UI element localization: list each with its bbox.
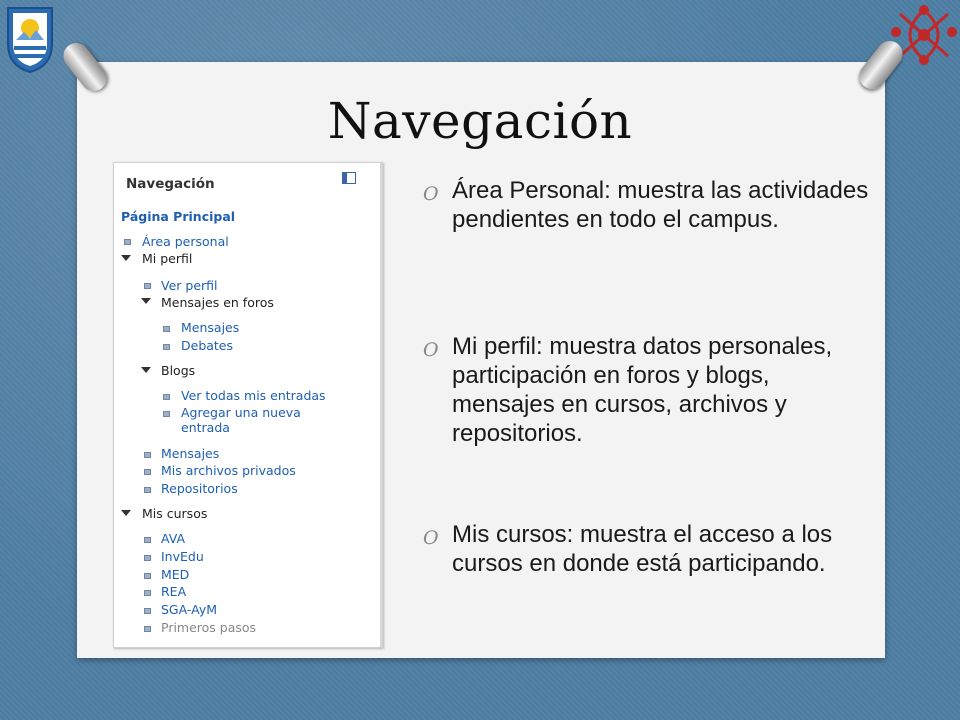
bullet-icon xyxy=(144,452,151,458)
expand-triangle-icon[interactable] xyxy=(121,255,131,261)
nav-item-ver-perfil[interactable]: Ver perfil xyxy=(161,278,218,293)
bullet-marker: O xyxy=(423,339,439,361)
nav-item-agregar-entrada-cont[interactable]: entrada xyxy=(181,420,230,435)
bullet-icon xyxy=(144,626,151,632)
university-shield-logo xyxy=(4,4,56,74)
nav-item-agregar-entrada[interactable]: Agregar una nueva xyxy=(181,405,301,420)
nav-item-course-rea[interactable]: REA xyxy=(161,584,187,599)
dock-block-icon[interactable] xyxy=(342,172,356,184)
bullet-icon xyxy=(144,487,151,493)
nav-item-course-ava[interactable]: AVA xyxy=(161,531,186,546)
nav-item-course-sga-aym[interactable]: SGA-AyM xyxy=(161,602,218,617)
nav-item-debates[interactable]: Debates xyxy=(181,338,234,353)
bullet-text: Mi perfil: muestra datos personales, participación en foros y blogs, mensajes en cursos, archivos y repositorios. xyxy=(452,333,833,447)
nav-item-mi-perfil[interactable]: Mi perfil xyxy=(142,251,193,266)
bullet-icon xyxy=(144,608,151,614)
nav-item-blogs[interactable]: Blogs xyxy=(161,363,196,378)
nav-item-archivos-privados[interactable]: Mis archivos privados xyxy=(161,463,296,478)
nav-item-primeros-pasos[interactable]: Primeros pasos xyxy=(161,620,257,635)
expand-triangle-icon[interactable] xyxy=(141,367,151,373)
bullet-marker: O xyxy=(423,183,439,205)
nav-item-foro-mensajes[interactable]: Mensajes xyxy=(181,320,240,335)
navigation-block xyxy=(113,162,383,648)
nav-item-repositorios[interactable]: Repositorios xyxy=(161,481,238,496)
expand-triangle-icon[interactable] xyxy=(141,298,151,304)
nav-home-link[interactable]: Página Principal xyxy=(121,209,236,224)
bullet-text: Área Personal: muestra las actividades pendientes en todo el campus. xyxy=(452,177,869,233)
bullet-icon xyxy=(163,344,170,350)
bullet-icon xyxy=(124,239,131,245)
expand-triangle-icon[interactable] xyxy=(121,510,131,516)
nav-item-area-personal[interactable]: Área personal xyxy=(142,234,229,249)
bullet-icon xyxy=(163,411,170,417)
nav-item-ver-entradas[interactable]: Ver todas mis entradas xyxy=(181,388,326,403)
nav-item-mensajes-en-foros[interactable]: Mensajes en foros xyxy=(161,295,274,310)
bullet-icon xyxy=(163,326,170,332)
nav-item-mensajes[interactable]: Mensajes xyxy=(161,446,220,461)
slide-title: Navegación xyxy=(327,92,633,150)
nav-item-course-med[interactable]: MED xyxy=(161,567,190,582)
bullet-icon xyxy=(163,394,170,400)
bullet-icon xyxy=(144,469,151,475)
bullet-icon xyxy=(144,573,151,579)
bullet-marker: O xyxy=(423,527,439,549)
bullet-icon xyxy=(144,590,151,596)
bullet-icon xyxy=(144,537,151,543)
nav-item-mis-cursos[interactable]: Mis cursos xyxy=(142,506,208,521)
nav-block-header: Navegación xyxy=(126,176,215,192)
bullet-icon xyxy=(144,555,151,561)
nav-item-course-invedu[interactable]: InvEdu xyxy=(161,549,204,564)
bullet-text: Mis cursos: muestra el acceso a los cursos en donde está participando. xyxy=(452,521,833,577)
bullet-icon xyxy=(144,283,151,289)
